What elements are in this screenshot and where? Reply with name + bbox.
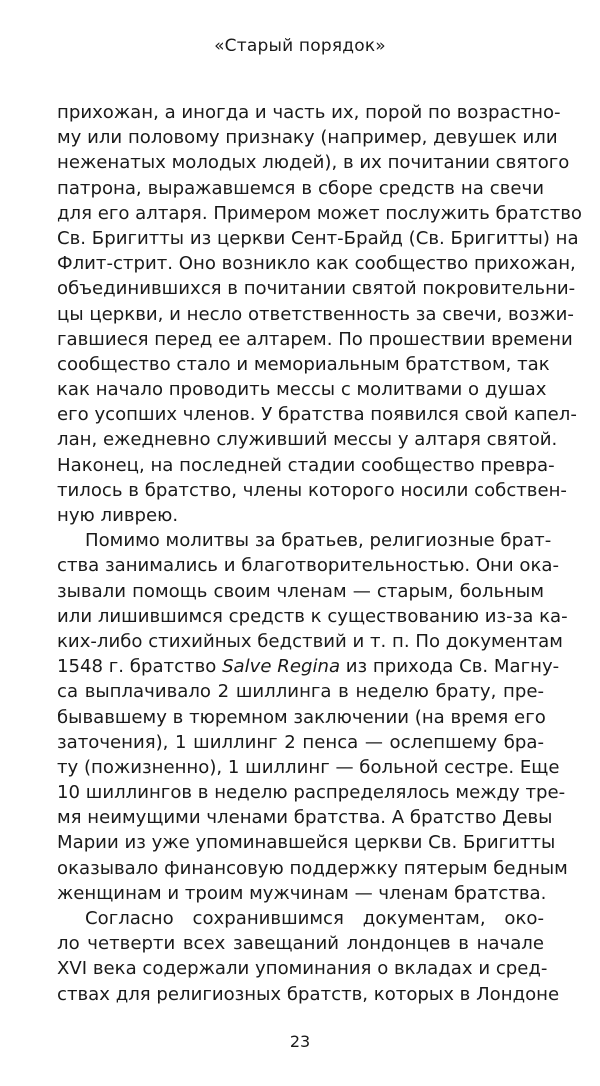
text-line: ства занимались и благотворительностью. Они ока- bbox=[57, 555, 560, 577]
text-line: Св. Бригитты из церкви Сент-Брайд (Св. Бригитты) на bbox=[57, 227, 579, 249]
page-number: 23 bbox=[289, 1032, 311, 1051]
text-line: оказывало финансовую поддержку пятерым бедным bbox=[57, 857, 568, 879]
text-line: патрона, выражавшемся в сборе средств на свечи bbox=[57, 177, 544, 199]
text-line: сообщество стало и мемориальным братством, так bbox=[57, 353, 550, 375]
text-line: Флит-стрит. Оно возникло как сообщество прихожан, bbox=[57, 253, 576, 275]
text-line: му или половому признаку (например, девушек или bbox=[57, 127, 558, 149]
text-line: бывавшему в тюремном заключении (на время его bbox=[57, 706, 546, 728]
text-line: прихожан, а иногда и часть их, порой по возрастно- bbox=[57, 102, 561, 123]
text-line: ствах для религиозных братств, которых в Лондоне bbox=[57, 983, 560, 1005]
text-line: гавшиеся перед ее алтарем. По прошествии времени bbox=[57, 328, 573, 350]
text-line: зывали помощь своим членам — старым, больным bbox=[57, 580, 544, 602]
paragraph bbox=[57, 100, 582, 528]
text-line: са выплачивало 2 шиллинга в неделю брату, пре- bbox=[57, 681, 544, 703]
text-line: мя неимущими членами братства. А братство Девы bbox=[57, 807, 553, 829]
text-line: ких-либо стихийных бедствий и т. п. По документам bbox=[57, 630, 563, 652]
text-line: ло четверти всех завещаний лондонцев в начале bbox=[57, 933, 544, 955]
text-line: XVI века содержали упоминания о вкладах и сред- bbox=[57, 958, 548, 980]
text-line: объединившихся в почитании святой покровительни- bbox=[57, 278, 576, 300]
text-line: тилось в братство, члены которого носили собствен- bbox=[57, 479, 567, 501]
text-fragment: из прихода Св. Магну- bbox=[340, 656, 560, 678]
text-line: как начало проводить мессы с молитвами о душах bbox=[57, 379, 547, 401]
body-text bbox=[57, 100, 582, 1007]
paragraph bbox=[57, 528, 568, 906]
text-line-with-italic bbox=[57, 654, 560, 679]
text-line: Согласно сохранившимся документам, око- bbox=[85, 908, 544, 929]
paragraph bbox=[57, 906, 560, 1007]
text-line: для его алтаря. Примером может послужить братство bbox=[57, 202, 582, 224]
text-line: его усопших членов. У братства появился свой капел- bbox=[57, 404, 577, 426]
text-line: цы церкви, и несло ответственность за свечи, возжи- bbox=[57, 303, 574, 325]
text-line: заточения), 1 шиллинг 2 пенса — ослепшему бра- bbox=[57, 731, 544, 753]
text-line: неженатых молодых людей), в их почитании святого bbox=[57, 152, 570, 174]
text-line: лан, ежедневно служивший мессы у алтаря святой. bbox=[57, 429, 558, 451]
italic-title: Salve Regina bbox=[222, 656, 341, 678]
text-line: 10 шиллингов в неделю распределялось между тре- bbox=[57, 782, 566, 804]
running-header: «Старый порядок» bbox=[214, 36, 386, 56]
text-line: Марии из уже упоминавшейся церкви Св. Бригитты bbox=[57, 832, 556, 854]
text-line: Наконец, на последней стадии сообщество превра- bbox=[57, 454, 555, 476]
text-line: женщинам и троим мужчинам — членам братства. bbox=[57, 882, 547, 904]
text-fragment: 1548 г. братство bbox=[57, 656, 223, 678]
text-line: Помимо молитвы за братьев, религиозные брат- bbox=[85, 530, 552, 552]
text-line: ную ливрею. bbox=[57, 505, 179, 526]
text-line: или лишившимся средств к существованию из-за ка- bbox=[57, 605, 568, 627]
text-line: ту (пожизненно), 1 шиллинг — больной сестре. Еще bbox=[57, 756, 560, 778]
